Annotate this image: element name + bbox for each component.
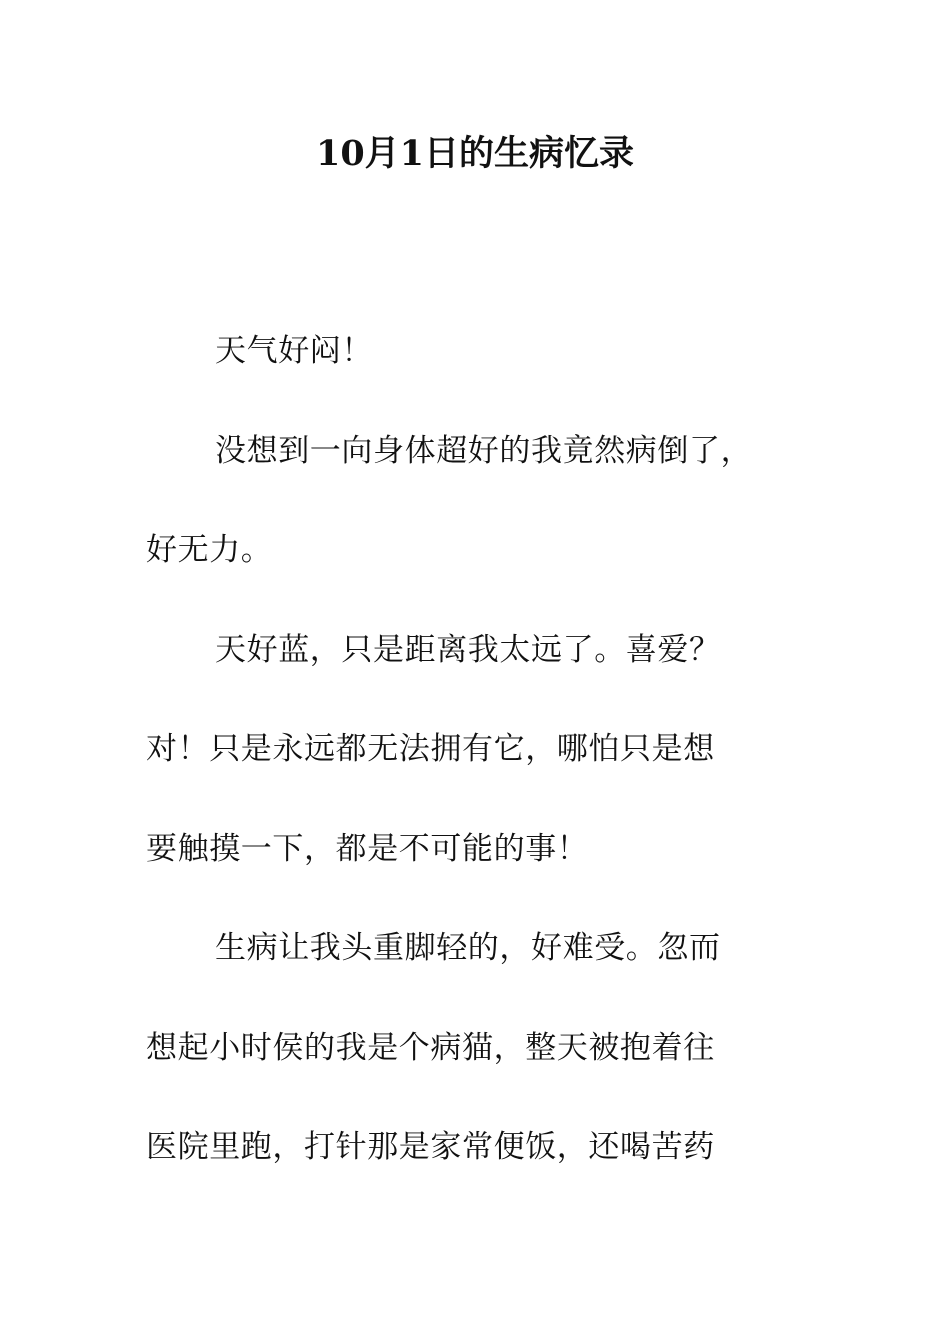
- document-title: 10月1日的生病忆录: [315, 133, 635, 174]
- paragraph-line: 要触摸一下，都是不可能的事！: [146, 830, 589, 867]
- paragraph-line: 对！只是永远都无法拥有它，哪怕只是想: [146, 731, 715, 767]
- paragraph-line: 天好蓝，只是距离我太远了。喜爱？: [215, 631, 721, 668]
- document-body: [146, 302, 786, 1198]
- paragraph-line: 想起小时侯的我是个病猫，整天被抱着往: [146, 1029, 715, 1066]
- paragraph-line: 好无力。: [146, 532, 273, 568]
- paragraph-line: 天气好闷！: [215, 333, 373, 369]
- paragraph-line: 医院里跑，打针那是家常便饭，还喝苦药: [146, 1129, 715, 1165]
- paragraph-line: 没想到一向身体超好的我竟然病倒了，: [215, 432, 753, 469]
- paragraph-line: 生病让我头重脚轻的，好难受。忽而: [215, 930, 721, 966]
